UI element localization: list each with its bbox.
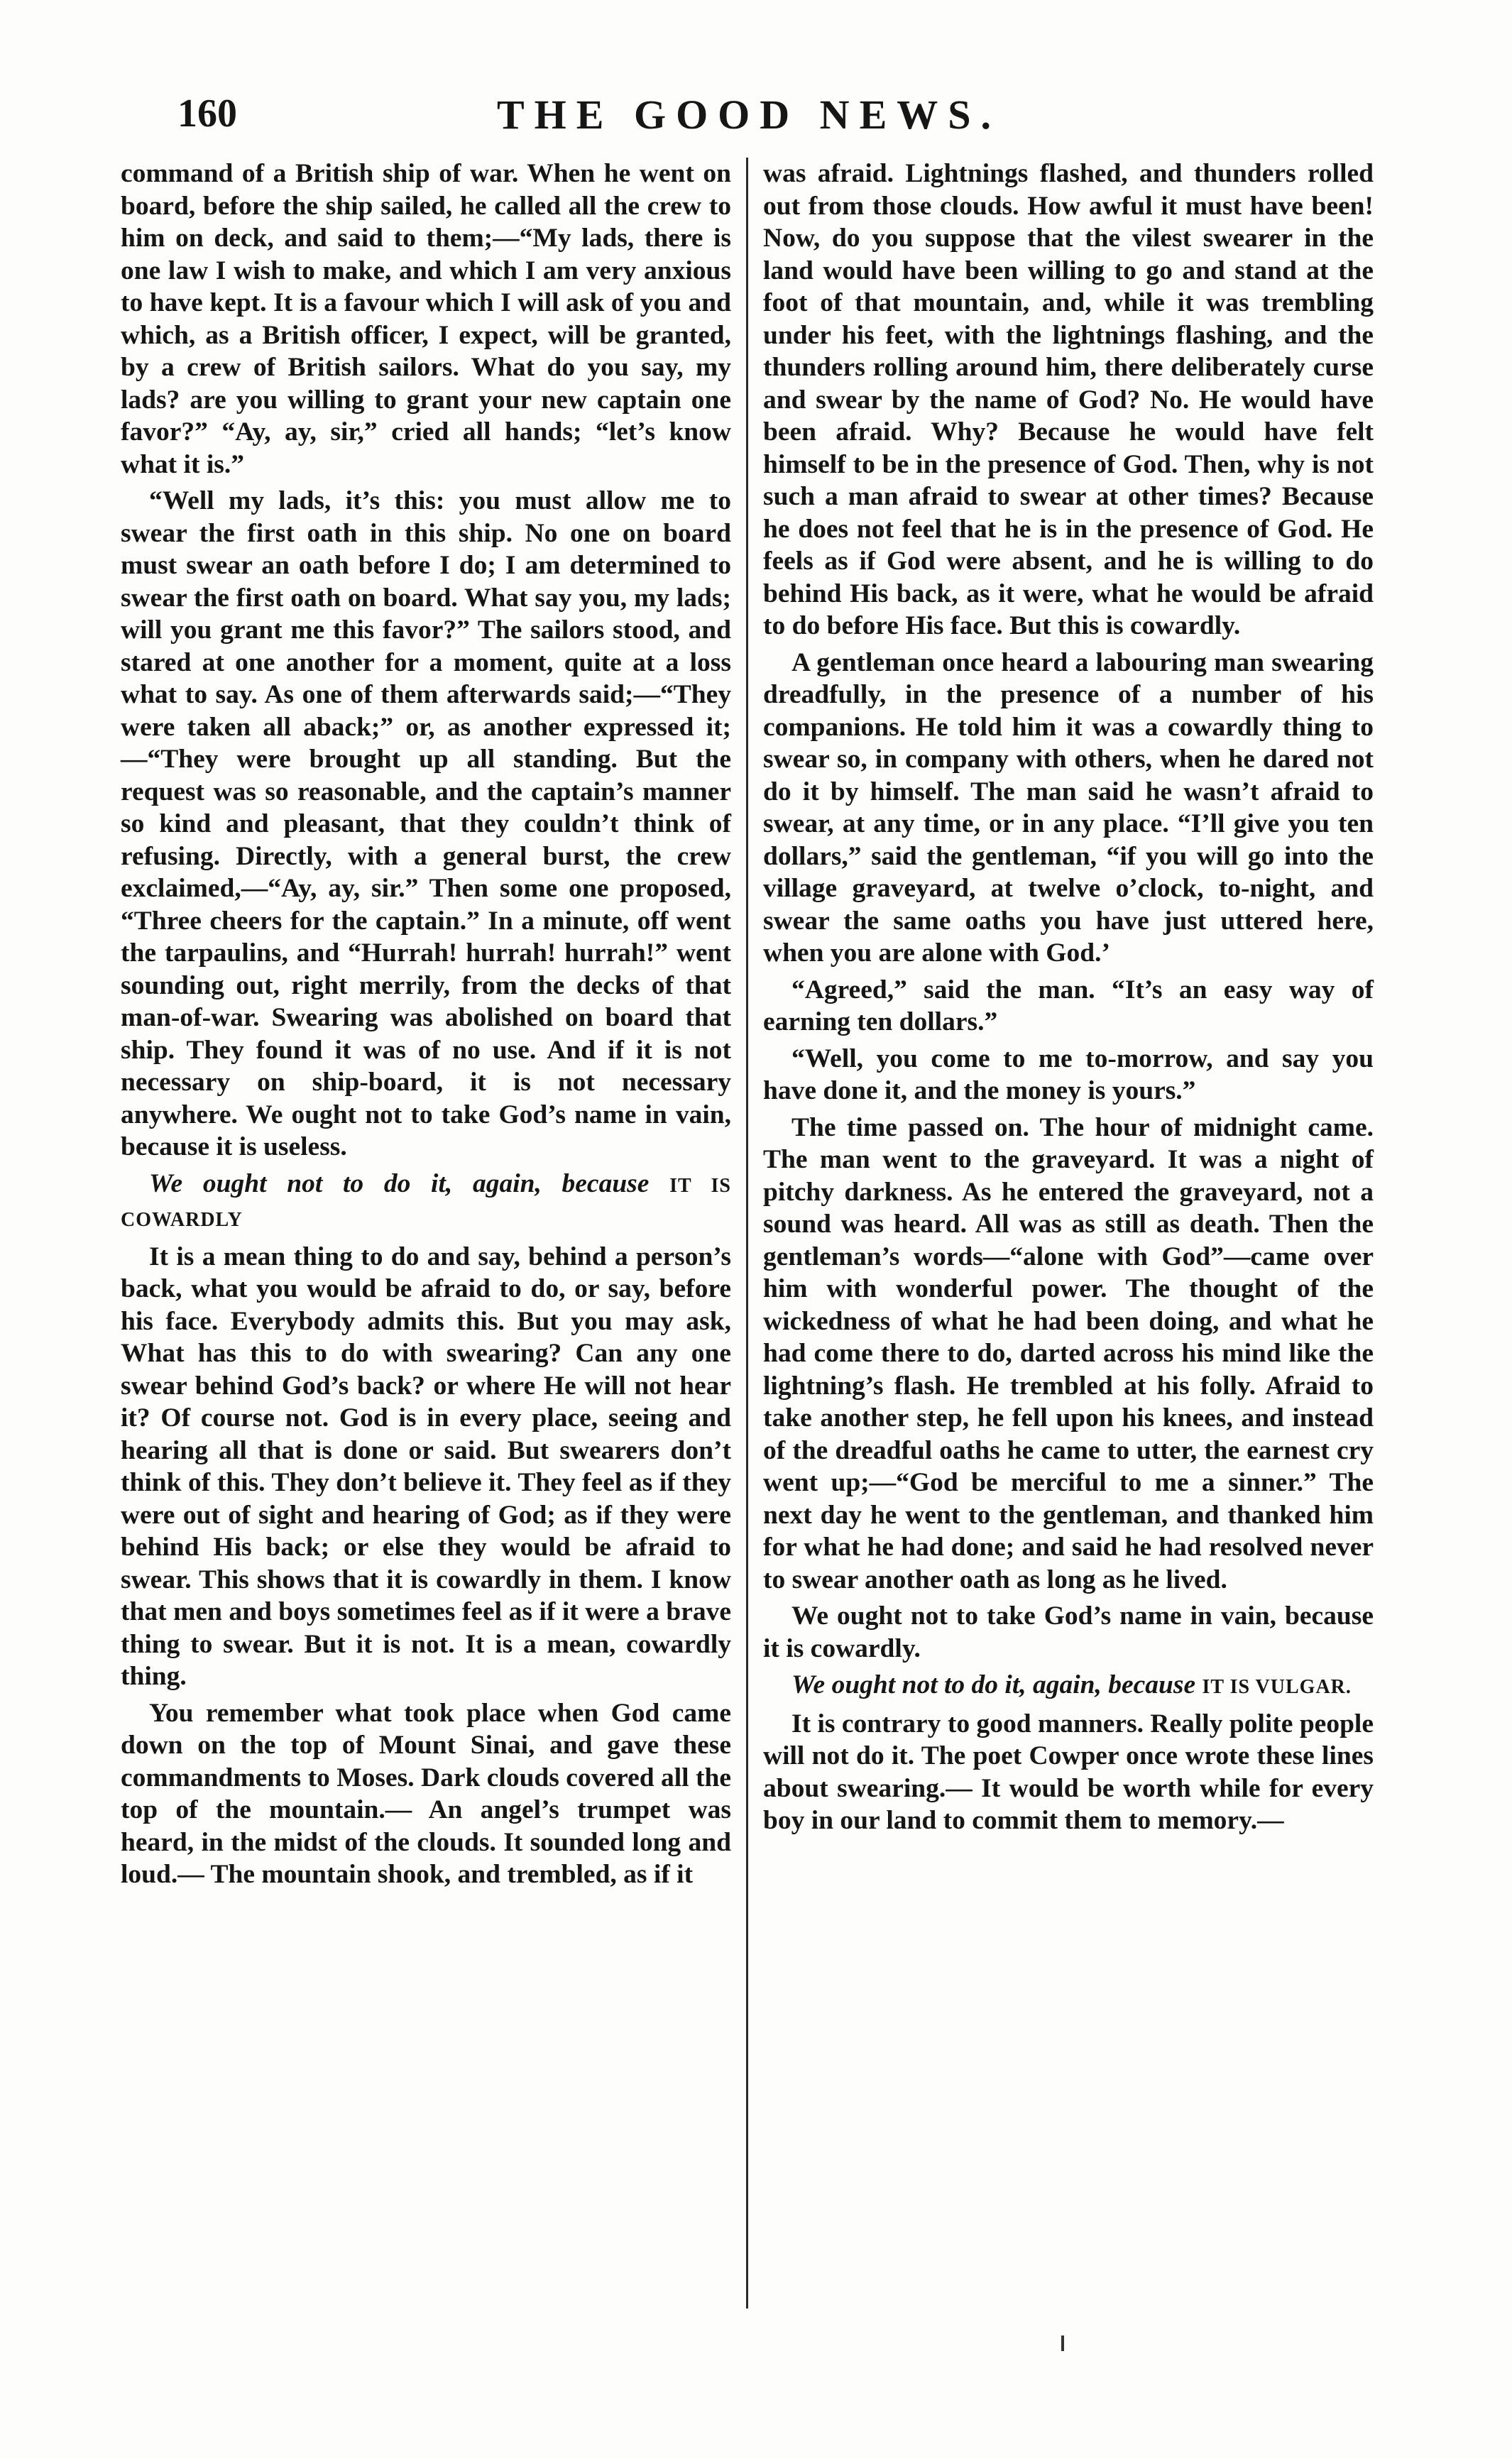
heading-text: We ought not to do it, again, because [791, 1670, 1196, 1699]
paragraph: It is a mean thing to do and say, behind a person’s back, what you would be afraid to do, or say, before his face. Everybody admits this. But you may ask, What has this to do with swearing? Can any one swear behind God’s back? or where He will not hear it? Of course not. God is in every place, seeing and hearing all that is done or said. But swearers don’t think of this. They don’t believe it. They feel as if they were out of sight and hearing of God; as if they were behind His back; or else they would be afraid to swear. This shows that it is cowardly in them. I know that men and boys sometimes feel as if it were a brave thing to swear. But it is not. It is a mean, cowardly thing. [121, 1242, 731, 1691]
paragraph: The time passed on. The hour of midnight came. The man went to the graveyard. It was a night of pitchy darkness. As he entered the graveyard, not a sound was heard. All was as still as death. Then the gentleman’s words—“alone with God”—came over him with wonderful power. The thought of the wickedness of what he had been doing, and what he had come there to do, darted across his mind like the lightning’s flash. He trembled at his folly. Afraid to take another step, he fell upon his knees, and instead of the dreadful oaths he came to utter, the earnest cry went up;—“God be merciful to me a sinner.” The next day he went to the gentleman, and thanked him for what he had done; and said he had resolved never to swear another oath as long as he lived. [763, 1112, 1374, 1594]
page-number: 160 [177, 92, 237, 136]
running-header [114, 91, 1384, 148]
heading-smallcaps: IT IS COWARDLY [121, 1174, 731, 1231]
column-divider [746, 158, 748, 2309]
paragraph: was afraid. Lightnings flashed, and thunders rolled out from those clouds. How awful it must have been! Now, do you suppose that the vilest swearer in the land would have been willing to go and stand at the foot of that mountain, and, while it was trembling under his feet, with the lightnings flashing, and the thunders rolling around him, there deliberately curse and swear by the name of God? No. He would have been afraid. Why? Because he would have felt himself to be in the presence of God. Then, why is not such a man afraid to swear at other times? Because he does not feel that he is in the presence of God. He feels as if God were absent, and he is willing to do behind His back, as it were, what he would be afraid to do before His face. But this is cowardly. [763, 159, 1374, 640]
section-heading [121, 1168, 731, 1237]
heading-smallcaps: IT IS VULGAR. [1202, 1676, 1352, 1698]
paragraph: “Agreed,” said the man. “It’s an easy way of earning ten dollars.” [763, 975, 1374, 1036]
left-column [121, 158, 731, 1895]
print-mark [1061, 2335, 1064, 2351]
section-heading [763, 1669, 1374, 1704]
page-title: THE GOOD NEWS. [496, 92, 1002, 138]
paragraph: We ought not to take God’s name in vain, because it is cowardly. [763, 1601, 1374, 1663]
paragraph: “Well my lads, it’s this: you must allow me to swear the first oath in this ship. No one on board must swear an oath before I do; I am determined to swear the first oath on board. What say you, my lads; will you grant me this favor?” The sailors stood, and stared at one another for a moment, quite at a loss what to say. As one of them afterwards said;—“They were taken all aback;” or, as another expressed it;—“They were brought up all standing. But the request was so reasonable, and the captain’s manner so kind and pleasant, that they couldn’t think of refusing. Directly, with a general burst, the crew exclaimed,—“Ay, ay, sir.” Then some one proposed, “Three cheers for the captain.” In a minute, off went the tarpaulins, and “Hurrah! hurrah! hurrah!” went sounding out, right merrily, from the decks of that man-of-war. Swearing was abolished on board that ship. They found it was of no use. And if it is not necessary on ship-board, it is not necessary anywhere. We ought not to take God’s name in vain, because it is useless. [121, 486, 731, 1161]
paragraph: “Well, you come to me to-morrow, and say you have done it, and the money is yours.” [763, 1044, 1374, 1105]
paragraph: You remember what took place when God came down on the top of Mount Sinai, and gave these commandments to Moses. Dark clouds covered all the top of the mountain.— An angel’s trumpet was heard, in the midst of the clouds. It sounded long and loud.— The mountain shook, and trembled, as if it [121, 1698, 731, 1889]
paragraph: It is contrary to good manners. Really polite people will not do it. The poet Cowper once wrote these lines about swearing.— It would be worth while for every boy in our land to commit them to memory.— [763, 1709, 1374, 1835]
right-column [763, 158, 1374, 1841]
paragraph: A gentleman once heard a labouring man swearing dreadfully, in the presence of a number of his companions. He told him it was a cowardly thing to swear so, in company with others, when he dared not do it by himself. The man said he wasn’t afraid to swear, at any time, or in any place. “I’ll give you ten dollars,” said the gentleman, “if you will go into the village graveyard, at twelve o’clock, to-night, and swear the same oaths you have just uttered here, when you are alone with God.’ [763, 647, 1374, 968]
heading-text: We ought not to do it, again, because [149, 1168, 650, 1198]
paragraph: command of a British ship of war. When he went on board, before the ship sailed, he called all the crew to him on deck, and said to them;—“My lads, there is one law I wish to make, and which I am very anxious to have kept. It is a favour which I will ask of you and which, as a British officer, I expect, will be granted, by a crew of British sailors. What do you say, my lads? are you willing to grant your new captain one favor?” “Ay, ay, sir,” cried all hands; “let’s know what it is.” [121, 159, 731, 479]
